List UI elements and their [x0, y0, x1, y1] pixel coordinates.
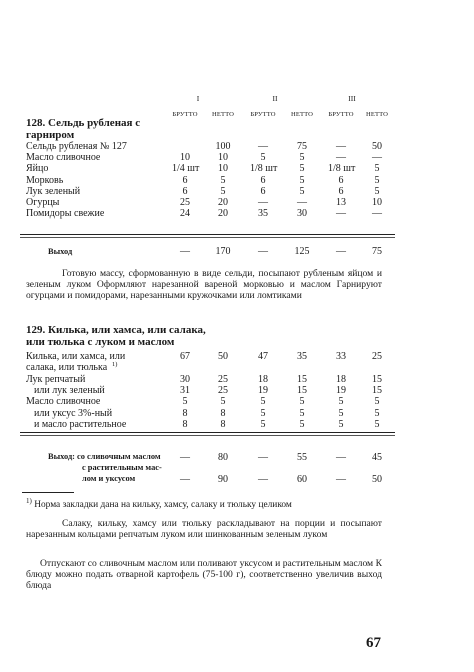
footnote-mark: 1): [26, 497, 32, 505]
recipe-129-yield-butter-row: [0, 452, 474, 463]
quantity-cell: 8: [182, 418, 188, 430]
table-row: [0, 141, 474, 152]
quantity-cell: 15: [372, 373, 382, 385]
quantity-cell: 5: [299, 185, 305, 197]
quantity-cell: 5: [374, 418, 380, 430]
ingredient-label: или лук зеленый: [34, 384, 105, 396]
quantity-cell: 19: [258, 384, 268, 396]
footnote-rule: [22, 492, 74, 493]
group-header-1: I: [196, 94, 200, 103]
quantity-cell: 10: [372, 197, 382, 208]
col-header-brutto-2: БРУТТО: [250, 111, 276, 118]
table-row: [0, 408, 474, 419]
quantity-cell: 1/4 шт: [172, 163, 200, 175]
quantity-cell: 5: [338, 407, 344, 419]
recipe-128-yield-row: [0, 246, 474, 257]
yield-value: 60: [297, 474, 307, 485]
table-row: [0, 152, 474, 163]
col-header-brutto-1: БРУТТО: [172, 111, 198, 118]
ingredient-label: Морковь: [26, 174, 64, 186]
quantity-cell: 13: [336, 197, 346, 208]
quantity-cell: 5: [374, 174, 380, 186]
quantity-cell: 5: [220, 396, 226, 408]
col-header-netto-2: НЕТТО: [290, 111, 314, 118]
recipe-129-instructions-2: Отпускают со сливочным маслом или поливают уксусом и растительным маслом К блюду можно подать отварной картофель (75-100 г), соответственно увеличив выход блюда: [26, 558, 382, 591]
table-divider: [20, 435, 395, 436]
quantity-cell: 5: [374, 396, 380, 408]
yield-value: 45: [372, 452, 382, 463]
recipe-129-title-line2: или тюлька с луком и маслом: [26, 336, 175, 348]
quantity-cell: 5: [182, 396, 188, 408]
yield-value: —: [258, 452, 268, 463]
quantity-cell: 67: [180, 351, 190, 362]
quantity-cell: 5: [374, 185, 380, 197]
ingredient-label: Лук зеленый: [26, 185, 81, 197]
quantity-cell: 6: [260, 185, 266, 197]
quantity-cell: 19: [336, 384, 346, 396]
quantity-cell: 15: [372, 384, 382, 396]
ingredient-label: или уксус 3%-ный: [34, 407, 113, 419]
col-header-netto-1: НЕТТО: [211, 111, 235, 118]
yield-value: —: [180, 246, 190, 257]
footnote-text: Норма закладки дана на кильку, хамсу, салаку и тюльку целиком: [34, 500, 292, 511]
recipe-129-instructions-1: Салаку, кильку, хамсу или тюльку раскладывают на порции и посыпают нарезанным кольцами репчатым луком или шинкованным зеленым луком: [26, 518, 382, 540]
table-row: [0, 374, 474, 385]
quantity-cell: 18: [336, 373, 346, 385]
quantity-cell: 5: [299, 396, 305, 408]
recipe-128-title-line2: гарниром: [26, 129, 75, 141]
quantity-cell: 25: [218, 373, 228, 385]
yield-value: 50: [372, 474, 382, 485]
quantity-cell: 20: [218, 208, 228, 220]
ingredient-label: Сельдь рубленая № 127: [26, 141, 127, 152]
quantity-cell: 1/8 шт: [328, 163, 356, 175]
quantity-cell: 6: [338, 185, 344, 197]
quantity-cell: 33: [336, 351, 346, 362]
ingredient-label: Масло сливочное: [26, 396, 101, 408]
group-header-2: II: [272, 94, 278, 103]
quantity-cell: 5: [260, 152, 266, 164]
quantity-cell: 8: [220, 418, 226, 430]
table-row: [0, 396, 474, 407]
quantity-cell: —: [336, 152, 346, 164]
quantity-cell: 30: [297, 208, 307, 220]
yield-value: —: [336, 246, 346, 257]
quantity-cell: 5: [299, 152, 305, 164]
col-header-netto-3: НЕТТО: [365, 111, 389, 118]
quantity-cell: 31: [180, 384, 190, 396]
quantity-cell: 75: [297, 141, 307, 152]
yield-value: —: [180, 452, 190, 463]
group-header-3: III: [348, 94, 356, 103]
quantity-cell: 100: [215, 141, 231, 152]
table-row: [0, 208, 474, 219]
quantity-cell: 5: [374, 163, 380, 175]
quantity-cell: 5: [338, 396, 344, 408]
quantity-cell: —: [372, 208, 382, 220]
ingredient-label: Масло сливочное: [26, 152, 101, 164]
quantity-cell: 10: [180, 152, 190, 164]
quantity-cell: 50: [372, 141, 382, 152]
quantity-cell: 20: [218, 197, 228, 208]
quantity-cell: —: [297, 197, 307, 208]
quantity-cell: 25: [372, 351, 382, 362]
quantity-cell: 24: [180, 208, 190, 220]
table-row: [0, 175, 474, 186]
yield-oil-label-line1: с растительным мас-: [82, 463, 162, 472]
quantity-cell: 10: [218, 152, 228, 164]
yield-butter-label: Выход: со сливочным маслом: [48, 452, 161, 461]
quantity-cell: 5: [338, 418, 344, 430]
yield-label: Выход: [48, 247, 73, 256]
quantity-cell: 6: [182, 174, 188, 186]
footnote: [26, 496, 292, 511]
yield-value: 125: [294, 246, 310, 257]
recipe-128-instructions: Готовую массу, сформованную в виде сельди, посыпают рубленым яйцом и зеленым луком Оформляют нарезанной вареной морковью и маслом Гарнируют огурцами и помидорами, нарезанными кружочками или ломтиками: [26, 268, 382, 301]
quantity-cell: 1/8 шт: [250, 163, 278, 175]
ingredient-label: Лук репчатый: [26, 373, 86, 385]
yield-value: 170: [215, 246, 231, 257]
quantity-cell: 5: [260, 418, 266, 430]
ingredient-label: Килька, или хамса, или: [26, 351, 126, 362]
quantity-cell: 6: [338, 174, 344, 186]
quantity-cell: 8: [220, 407, 226, 419]
yield-value: —: [258, 246, 268, 257]
quantity-cell: 8: [182, 407, 188, 419]
quantity-cell: 25: [218, 384, 228, 396]
quantity-cell: —: [336, 141, 346, 152]
table-divider: [20, 234, 395, 235]
quantity-cell: 25: [180, 197, 190, 208]
yield-value: —: [180, 474, 190, 485]
yield-value: —: [258, 474, 268, 485]
quantity-cell: 5: [299, 163, 305, 175]
quantity-cell: 35: [297, 351, 307, 362]
ingredient-label: Огурцы: [26, 197, 60, 208]
quantity-cell: 5: [220, 185, 226, 197]
ingredient-label: Помидоры свежие: [26, 208, 105, 220]
table-row: [0, 163, 474, 174]
table-row: [0, 197, 474, 208]
table-row: [0, 362, 474, 373]
quantity-cell: 5: [220, 174, 226, 186]
quantity-cell: —: [336, 208, 346, 220]
quantity-cell: 47: [258, 351, 268, 362]
quantity-cell: 5: [299, 174, 305, 186]
table-divider: [20, 237, 395, 238]
quantity-cell: 35: [258, 208, 268, 220]
quantity-cell: 6: [260, 174, 266, 186]
footnote-ref: 1): [112, 361, 118, 369]
quantity-cell: —: [258, 197, 268, 208]
quantity-cell: 5: [260, 407, 266, 419]
page-number: 67: [366, 635, 381, 651]
ingredient-label: и масло растительное: [34, 418, 127, 430]
table-row: [0, 351, 474, 362]
yield-value: 55: [297, 452, 307, 463]
yield-value: 75: [372, 246, 382, 257]
ingredient-label: салака, или тюлька: [26, 362, 108, 374]
table-row: [0, 419, 474, 430]
yield-value: —: [336, 474, 346, 485]
ingredient-label: Яйцо: [26, 163, 49, 175]
yield-value: 80: [218, 452, 228, 463]
table-row: [0, 385, 474, 396]
quantity-cell: 18: [258, 373, 268, 385]
quantity-cell: 15: [297, 373, 307, 385]
col-header-brutto-3: БРУТТО: [328, 111, 354, 118]
quantity-cell: —: [372, 152, 382, 164]
yield-value: —: [336, 452, 346, 463]
yield-value: 90: [218, 474, 228, 485]
quantity-cell: —: [258, 141, 268, 152]
quantity-cell: 5: [299, 407, 305, 419]
quantity-cell: 30: [180, 373, 190, 385]
quantity-cell: 15: [297, 384, 307, 396]
yield-oil-label-line2: лом и уксусом: [82, 474, 136, 483]
recipe-128-title-line1: 128. Сельдь рубленая с: [26, 117, 141, 129]
quantity-cell: 5: [374, 407, 380, 419]
quantity-cell: 5: [260, 396, 266, 408]
table-divider: [20, 432, 395, 433]
quantity-cell: 50: [218, 351, 228, 362]
quantity-cell: 5: [299, 418, 305, 430]
recipe-129-title-line1: 129. Килька, или хамса, или салака,: [26, 324, 206, 336]
recipe-129-yield-oil-row: [0, 474, 474, 485]
quantity-cell: 10: [218, 163, 228, 175]
quantity-cell: 6: [182, 185, 188, 197]
table-row: [0, 186, 474, 197]
